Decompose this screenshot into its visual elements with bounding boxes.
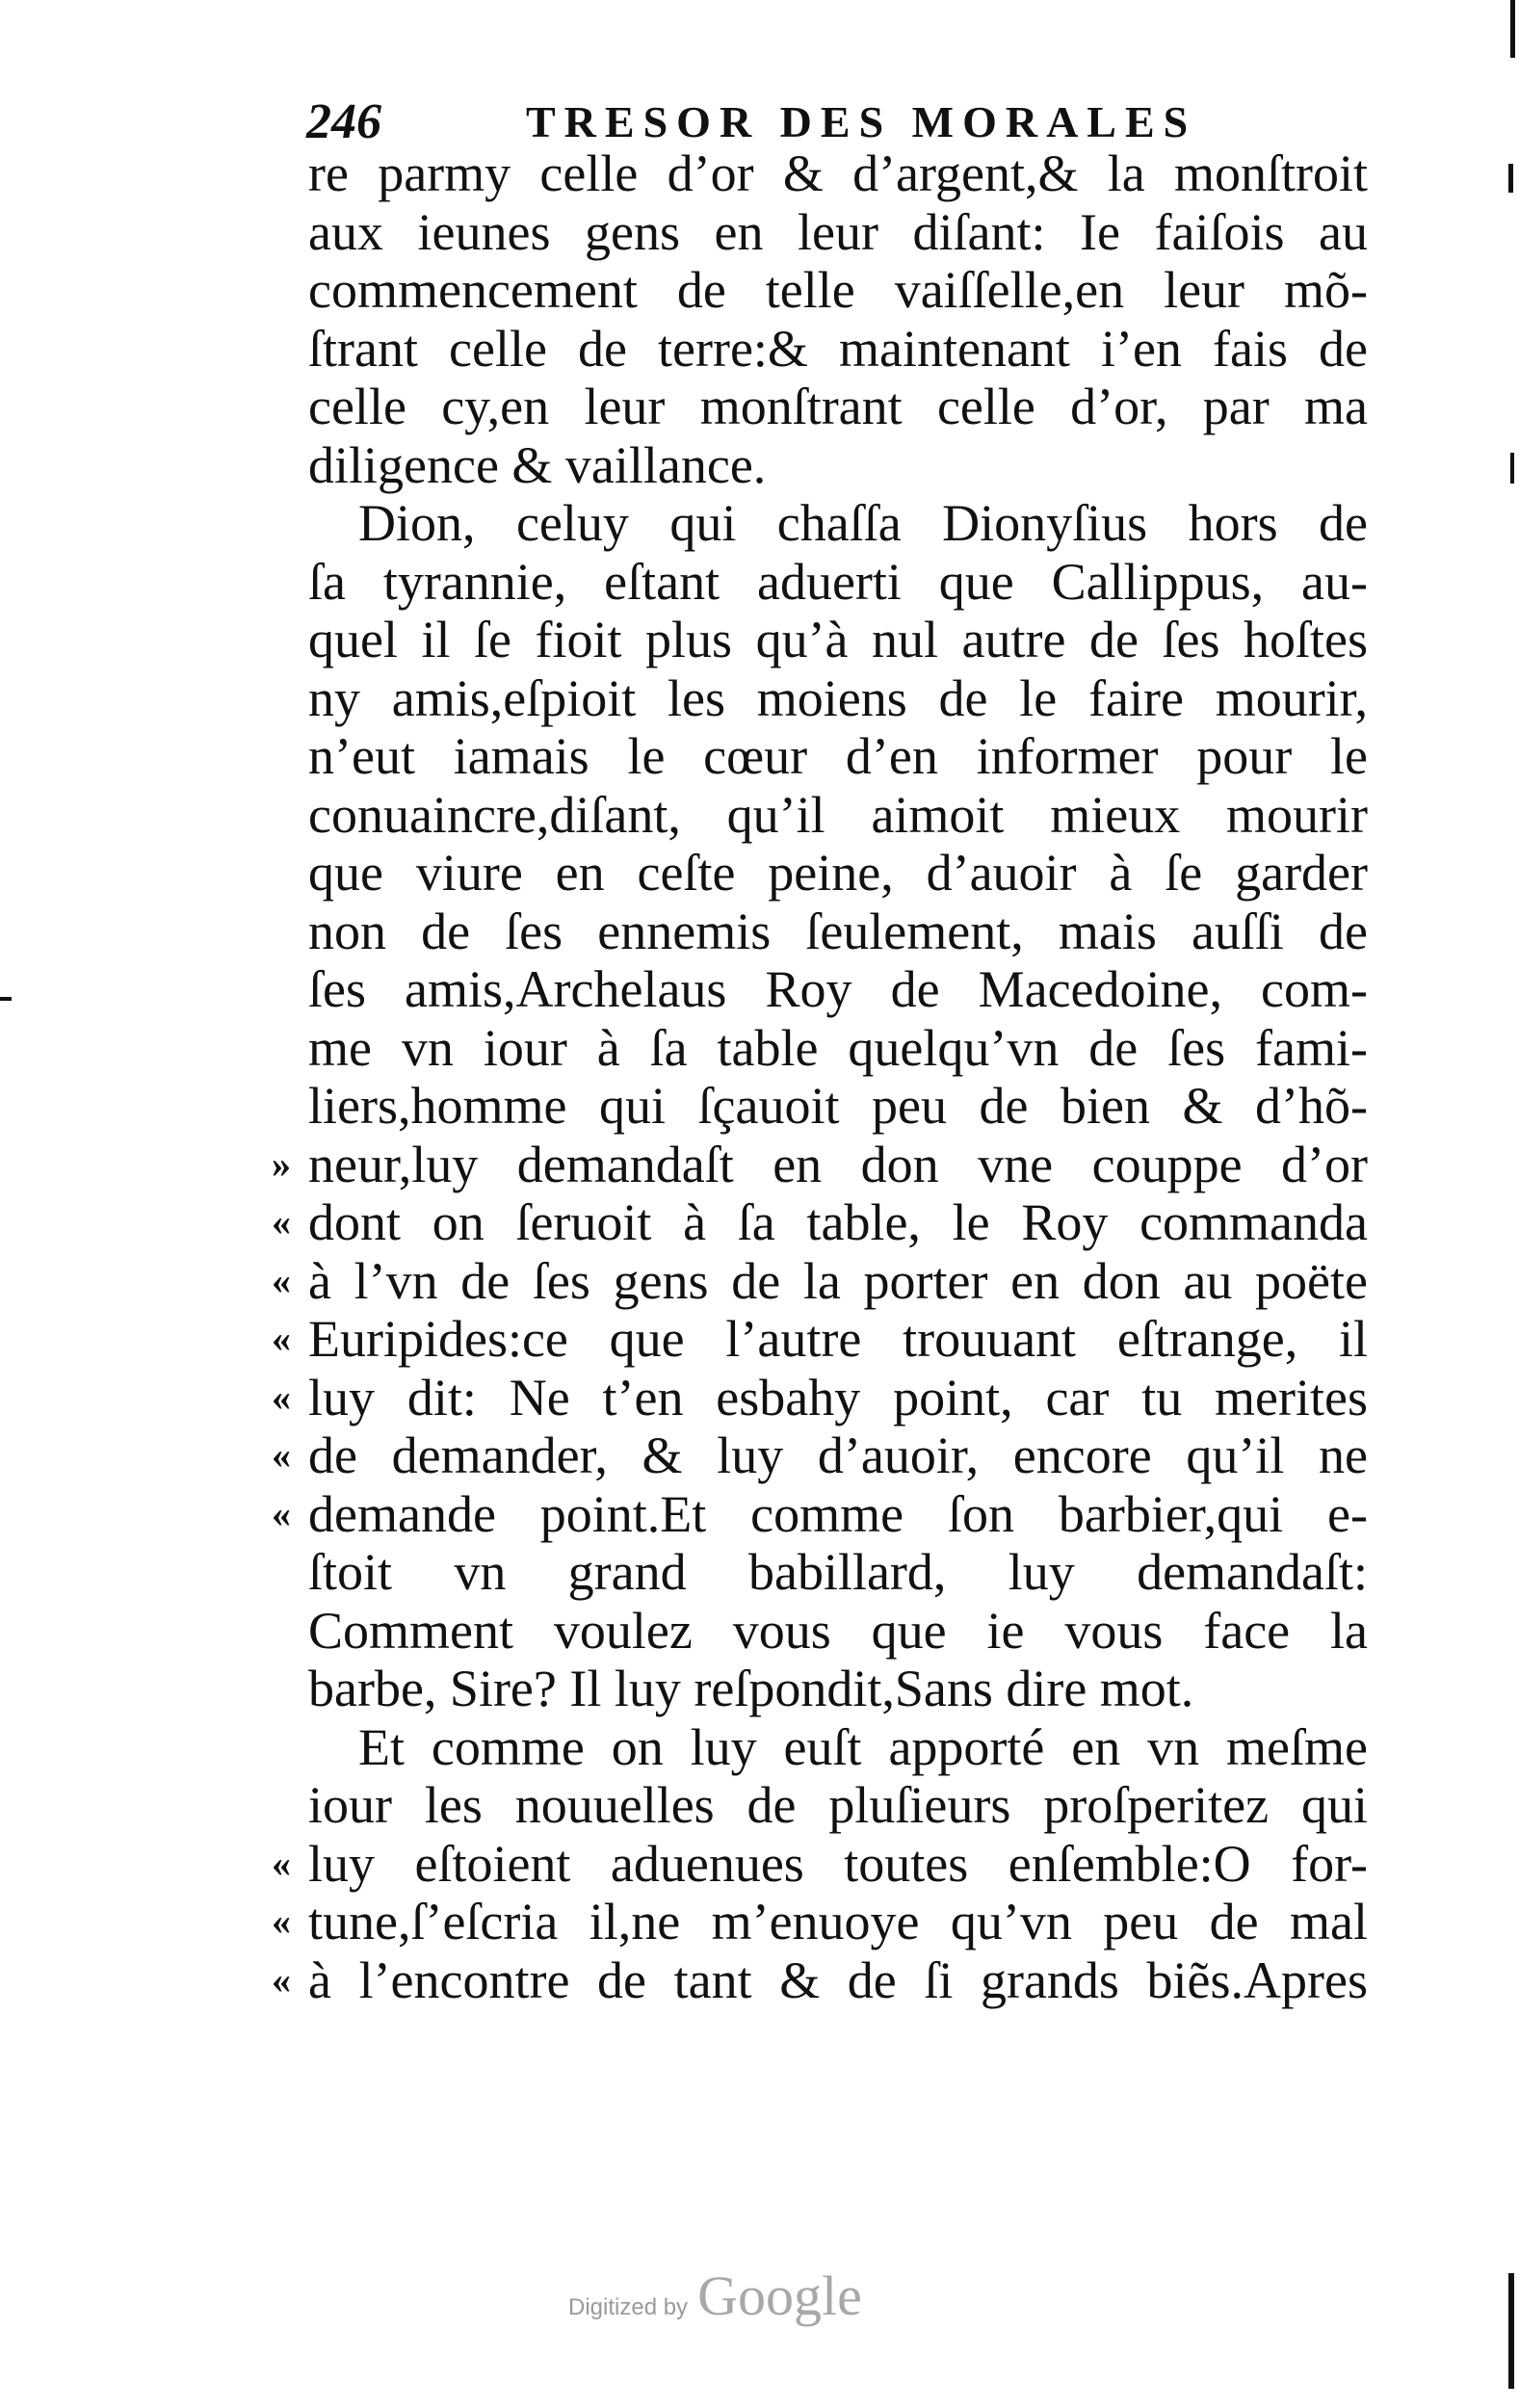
quote-marker: « bbox=[272, 1317, 291, 1360]
line-text: que viure en ceſte peine, d’auoir à ſe garder bbox=[308, 844, 1368, 902]
quote-marker: » bbox=[272, 1141, 291, 1186]
google-logo: Google bbox=[697, 2264, 862, 2327]
line-text: diligence & vaillance. bbox=[308, 435, 767, 494]
line-text: ſtrant celle de terre:& maintenant i’en fais de bbox=[308, 319, 1368, 378]
text-line bbox=[270, 1485, 1368, 1544]
line-text: non de ſes ennemis ſeulement, mais auſſi de bbox=[308, 902, 1368, 960]
digitized-watermark bbox=[568, 2264, 973, 2341]
line-text: tune,ſ’eſcria il,ne m’enuoye qu’vn peu de mal bbox=[308, 1893, 1368, 1950]
line-text: dont on ſeruoit à ſa table, le Roy commanda bbox=[308, 1193, 1368, 1251]
quote-marker: « bbox=[272, 1200, 291, 1243]
line-text: ſa tyrannie, eſtant aduerti que Callippus, au- bbox=[308, 552, 1368, 611]
text-line bbox=[270, 669, 1368, 728]
text-line bbox=[270, 727, 1368, 786]
line-text: re parmy celle d’or & d’argent,& la monſtroit bbox=[308, 144, 1368, 202]
line-text: commencement de telle vaiſſelle,en leur mõ- bbox=[308, 261, 1368, 319]
text-line bbox=[270, 960, 1368, 1019]
line-text: n’eut iamais le cœur d’en informer pour le bbox=[308, 727, 1368, 785]
text-line bbox=[270, 611, 1368, 669]
line-text: aux ieunes gens en leur diſant: Ie faiſois au bbox=[308, 202, 1368, 261]
text-line bbox=[270, 1193, 1368, 1252]
line-text: ſes amis,Archelaus Roy de Macedoine, com- bbox=[308, 960, 1368, 1018]
line-text: à l’vn de ſes gens de la porter en don au poëte bbox=[308, 1251, 1368, 1310]
text-line bbox=[270, 903, 1368, 961]
digitized-label: Digitized by bbox=[568, 2294, 689, 2320]
line-text: ſtoit vn grand babillard, luy demandaſt: bbox=[308, 1543, 1368, 1601]
scan-edge-mark bbox=[1510, 453, 1514, 484]
page-number: 246 bbox=[306, 94, 381, 149]
text-line bbox=[270, 1252, 1368, 1311]
line-text: luy dit: Ne t’en esbahy point, car tu merites bbox=[308, 1368, 1368, 1426]
line-text: Dion, celuy qui chaſſa Dionyſius hors de bbox=[358, 494, 1368, 552]
text-line bbox=[270, 144, 1368, 203]
line-text: conuaincre,diſant, qu’il aimoit mieux mourir bbox=[308, 785, 1368, 844]
text-line bbox=[270, 1136, 1368, 1194]
text-line bbox=[270, 786, 1368, 845]
quote-marker: « bbox=[272, 1491, 291, 1535]
text-line bbox=[270, 1369, 1368, 1427]
line-text: celle cy,en leur monſtrant celle d’or, par ma bbox=[308, 378, 1368, 435]
scan-edge-mark bbox=[1510, 0, 1515, 58]
running-title: TRESOR DES MORALES bbox=[526, 97, 1197, 146]
line-text: luy eſtoient aduenues toutes enſemble:O for- bbox=[308, 1834, 1368, 1893]
line-text: iour les nouuelles de pluſieurs proſperitez qui bbox=[308, 1776, 1368, 1834]
line-text: Et comme on luy euſt apporté en vn meſme bbox=[358, 1717, 1368, 1776]
text-line bbox=[270, 1951, 1368, 2010]
text-line bbox=[270, 436, 1368, 495]
text-line bbox=[270, 1019, 1368, 1078]
text-line bbox=[270, 1776, 1368, 1835]
text-line bbox=[270, 553, 1368, 612]
quote-marker: « bbox=[272, 1258, 291, 1302]
text-line bbox=[270, 1543, 1368, 1602]
line-text: quel il ſe fioit plus qu’à nul autre de ſes hoſtes bbox=[308, 611, 1368, 668]
quote-marker: « bbox=[272, 1433, 291, 1477]
text-line bbox=[270, 1426, 1368, 1485]
text-line bbox=[270, 1077, 1368, 1136]
line-text: à l’encontre de tant & de ſi grands biẽs.Apres bbox=[308, 1950, 1368, 2009]
line-text: de demander, & luy d’auoir, encore qu’il ne bbox=[308, 1426, 1368, 1484]
line-text: barbe, Sire? Il luy reſpondit,Sans dire mot. bbox=[308, 1660, 1194, 1717]
line-text: demande point.Et comme ſon barbier,qui e- bbox=[308, 1484, 1368, 1543]
text-line bbox=[270, 261, 1368, 320]
text-line bbox=[270, 1718, 1368, 1777]
line-text: neur,luy demandaſt en don vne couppe d’or bbox=[308, 1135, 1368, 1193]
scan-edge-mark bbox=[0, 997, 12, 1001]
text-line bbox=[270, 494, 1368, 553]
text-line bbox=[270, 1893, 1368, 1951]
text-line bbox=[270, 1602, 1368, 1661]
line-text: me vn iour à ſa table quelqu’vn de ſes fami- bbox=[308, 1018, 1368, 1077]
text-line bbox=[270, 1310, 1368, 1369]
line-text: Euripides:ce que l’autre trouuant eſtrange, il bbox=[308, 1310, 1368, 1368]
line-text: liers,homme qui ſçauoit peu de bien & d’hõ- bbox=[308, 1077, 1368, 1135]
quote-marker: « bbox=[272, 1841, 291, 1885]
text-line bbox=[270, 203, 1368, 262]
text-line bbox=[270, 1660, 1368, 1718]
quote-marker: « bbox=[272, 1899, 291, 1943]
line-text: Comment voulez vous que ie vous face la bbox=[308, 1601, 1368, 1660]
scan-edge-mark bbox=[1508, 164, 1513, 193]
quote-marker: « bbox=[272, 1957, 291, 2002]
quote-marker: « bbox=[272, 1374, 291, 1419]
scan-edge-mark bbox=[1508, 2273, 1514, 2389]
text-line bbox=[270, 378, 1368, 436]
line-text: ny amis,eſpioit les moiens de le faire mourir, bbox=[308, 668, 1368, 727]
text-line bbox=[270, 1835, 1368, 1894]
body-text bbox=[270, 144, 1368, 2009]
text-line bbox=[270, 844, 1368, 903]
text-line bbox=[270, 320, 1368, 379]
